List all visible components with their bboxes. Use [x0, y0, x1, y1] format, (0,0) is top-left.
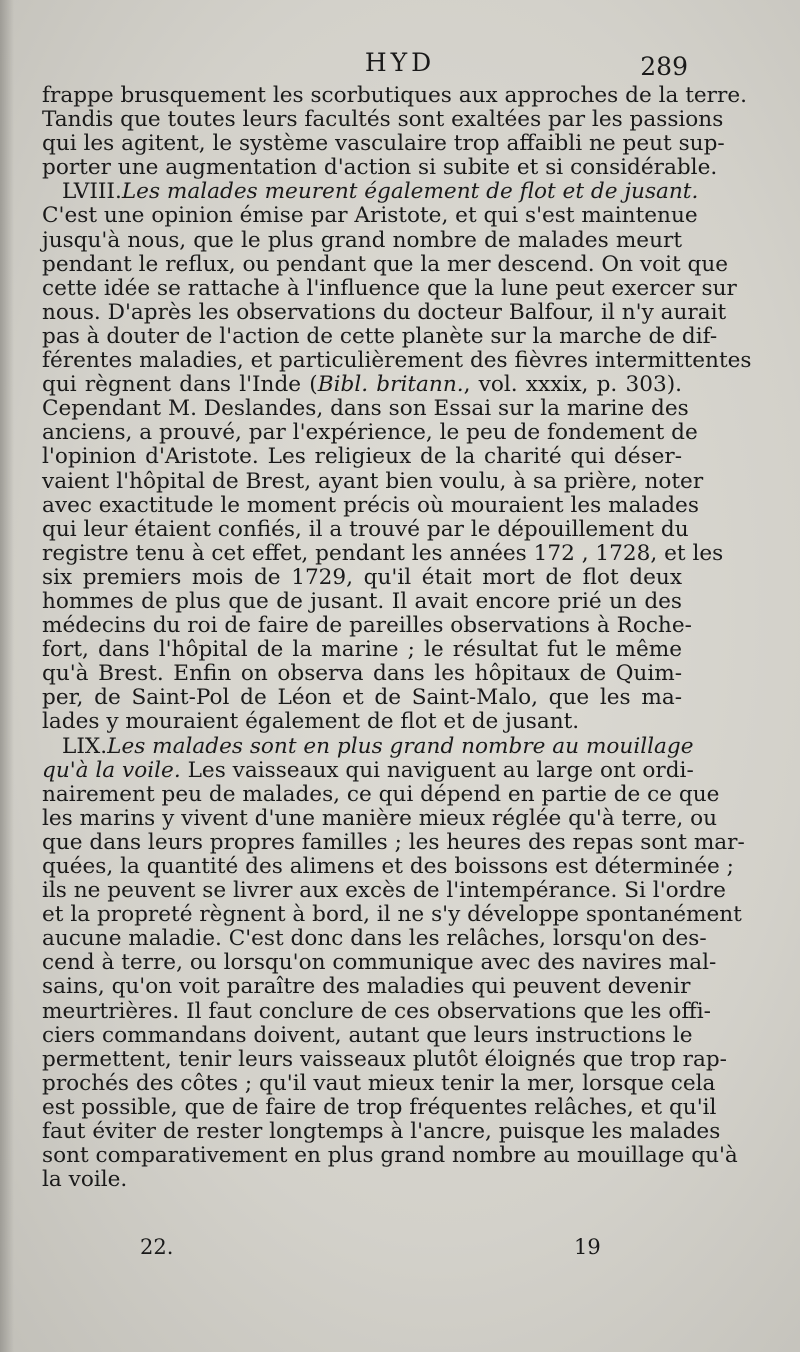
text-line: six premiers mois de 1729, qu'il était mort de flot deux [42, 564, 682, 590]
line-text: Les vaisseaux qui naviguent au large ont ordi- [180, 757, 694, 783]
text-line: anciens, a prouvé, par l'expérience, le peu de fondement de [42, 420, 698, 446]
text-line: aucune maladie. C'est donc dans les relâches, lorsqu'on des- [42, 926, 707, 952]
body-text [42, 83, 752, 1193]
signature-mark: 22. [140, 1235, 174, 1259]
text-line: frappe brusquement les scorbutiques aux approches de la terre. [42, 83, 747, 108]
text-line: ciers commandans doivent, autant que leurs instructions le [42, 1022, 693, 1048]
text-line: la voile. [42, 1167, 128, 1193]
text-line: faut éviter de rester longtemps à l'ancre, puisque les malades [42, 1119, 721, 1145]
text-line: et la propreté règnent à bord, il ne s'y développe spontanément [42, 902, 742, 928]
text-line: ils ne peuvent se livrer aux excès de l'intempérance. Si l'ordre [42, 878, 726, 904]
text-line: C'est une opinion émise par Aristote, et qui s'est maintenue [42, 203, 698, 229]
text-line-with-heading [42, 757, 694, 783]
text-line: sont comparativement en plus grand nombre au mouillage qu'à [42, 1143, 738, 1169]
text-line: qu'à Brest. Enfin on observa dans les hôpitaux de Quim- [42, 661, 682, 687]
running-head: HYD [364, 48, 436, 77]
text-line: registre tenu à cet effet, pendant les années 172 , 1728, et les [42, 540, 724, 566]
text-line: quées, la quantité des alimens et des boissons est déterminée ; [42, 854, 734, 879]
text-line: porter une augmentation d'action si subite et si considérable. [42, 155, 718, 181]
text-line: vaient l'hôpital de Brest, ayant bien voulu, à sa prière, noter [42, 468, 704, 494]
line-text: qui règnent dans l'Inde ( [42, 372, 318, 398]
text-line: prochés des côtes ; qu'il vaut mieux tenir la mer, lorsque cela [42, 1070, 716, 1096]
text-line: Tandis que toutes leurs facultés sont exaltées par les passions [42, 107, 724, 133]
text-line: jusqu'à nous, que le plus grand nombre de malades meurt [42, 227, 682, 253]
text-line: permettent, tenir leurs vaisseaux plutôt éloignés que trop rap- [42, 1046, 727, 1072]
text-line: avec exactitude le moment précis où mouraient les malades [42, 492, 699, 518]
text-line: qui leur étaient confiés, il a trouvé par le dépouillement du [42, 516, 689, 542]
text-line: fort, dans l'hôpital de la marine ; le résultat fut le même [42, 637, 682, 663]
text-line: nairement peu de malades, ce qui dépend en partie de ce que [42, 781, 720, 807]
section-title-continued: qu'à la voile. [42, 757, 181, 783]
text-line: les marins y vivent d'une manière mieux réglée qu'à terre, ou [42, 805, 718, 831]
section-title: Les malades meurent également de flot et de jusant. [121, 179, 699, 205]
text-line: est possible, que de faire de trop fréquentes relâches, et qu'il [42, 1094, 717, 1120]
text-line: férentes maladies, et particulièrement des fièvres intermittentes [42, 348, 752, 374]
text-line: lades y mouraient également de flot et de jusant. [42, 709, 580, 735]
text-line: pendant le reflux, ou pendant que la mer descend. On voit que [42, 251, 729, 277]
section-number: LVIII. [62, 179, 122, 205]
text-line: hommes de plus que de jusant. Il avait encore prié un des [42, 588, 682, 614]
text-line: médecins du roi de faire de pareilles observations à Roche- [42, 613, 692, 639]
section-number: LIX. [62, 733, 108, 759]
text-line: meurtrières. Il faut conclure de ces observations que les offi- [42, 998, 711, 1024]
page-number: 289 [640, 52, 688, 81]
text-line: que dans leurs propres familles ; les heures des repas sont mar- [42, 829, 745, 855]
section-title: Les malades sont en plus grand nombre au mouillage [107, 733, 694, 759]
text-line: nous. D'après les observations du docteur Balfour, il n'y aurait [42, 299, 727, 325]
text-line: Cependant M. Deslandes, dans son Essai sur la marine des [42, 396, 689, 422]
text-line: l'opinion d'Aristote. Les religieux de la charité qui déser- [42, 444, 682, 470]
text-line: qui les agitent, le système vasculaire trop affaibli ne peut sup- [42, 131, 725, 157]
text-line: per, de Saint-Pol de Léon et de Saint-Malo, que les ma- [42, 685, 682, 711]
catchword: 19 [574, 1235, 601, 1259]
text-line: cend à terre, ou lorsqu'on communique avec des navires mal- [42, 950, 717, 976]
text-line-with-reference [42, 373, 682, 397]
page-gutter-shadow [0, 0, 14, 1352]
bibliographic-reference: Bibl. britann. [317, 372, 464, 398]
text-line: pas à douter de l'action de cette planète sur la marche de dif- [42, 323, 718, 349]
line-text: , vol. xxxix, p. 303). [463, 372, 682, 398]
text-line: sains, qu'on voit paraître des maladies qui peuvent devenir [42, 974, 691, 1000]
section-heading-58 [42, 179, 699, 205]
section-heading-59 [42, 733, 694, 759]
text-line: cette idée se rattache à l'influence que la lune peut exercer sur [42, 275, 737, 301]
